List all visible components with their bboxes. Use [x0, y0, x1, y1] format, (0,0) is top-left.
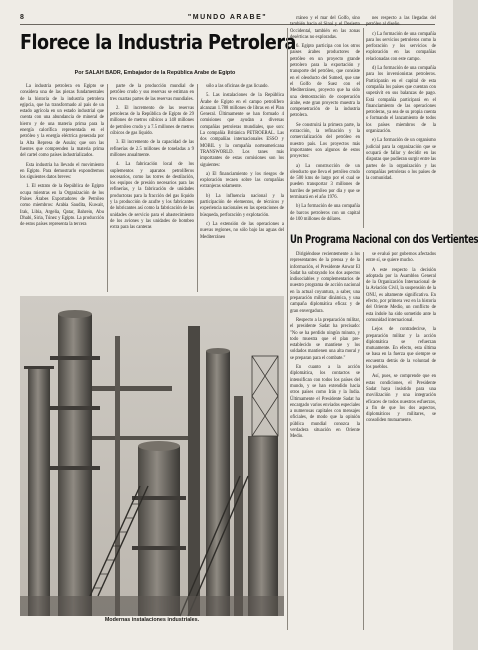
- paragraph: b) La influencia nacional y la participación de elementos, de técnicos y experiencia nacionales en las operaciones de búsqueda, perforación y explotación.: [200, 193, 284, 218]
- paragraph: 5. Las instalaciones de la República Árabe de Egipto en el campo petrolífero alcanzan 1.788 millones de libras en el Plan General. Últimamente se han formado 4 comisiones que ayudan a diversas compañías petroleras mundiales, que son: La compañía Británica PETROERAL. Las dos compañías internacionales ESSO y MOBIL y la compañía norteamericana TRANSWORLD. Los tanes más importantes de estas comisiones son los siguientes:: [200, 93, 284, 168]
- article-column-5: [366, 16, 436, 228]
- paragraph: e) La formación de un organismo judicial para la organización que se ocupará de fallar y decidir en las disputas que pudieran surgir entre las partes de la organización y las compañías petroleras o los países de la comunidad.: [366, 138, 436, 182]
- column-divider: [107, 84, 108, 292]
- paragraph: sólo a las oficinas de gas licuado.: [206, 84, 269, 89]
- paragraph: 1. El estrato de la República de Egipto ocupa mientras en la Organización de los Países Árabes Exportadores de Petróleo como miembros: Arabia Saudita, Kuwait, Irak, Libia, Argelia, Qatar, Bahrein, Abu Dhabi, Siria, Túnez y Egipto. La producción de estos países representa la tercera: [20, 184, 104, 228]
- paragraph: En cuanto a la acción diplomática, los contactos se intensifican con todos los países del mundo, y se han extendido hacia otros países como Irán y la India. Últimamente el Presidente Sadat ha encargado varios enviados especiales a numerosas capitales con mensajes oficiales, de modo que la opinión pública mundial conozca la verdadera situación en Oriente Medio.: [290, 365, 360, 440]
- column-divider: [287, 28, 288, 630]
- second-article-column-2: [366, 252, 436, 630]
- paragraph: Así, pues, se comprende que en estas condiciones, el Presidente Sadat haya insistido para una movilización y una integración eficaces de todos nuestros esfuerzos, a fin de que los dos aspectos, diplomáticos y militares, se consoliden mutuamente.: [366, 374, 436, 424]
- publication-name: "MUNDO ARABE": [187, 14, 268, 21]
- article-headline: Florece la Industria Petrolera: [20, 30, 296, 54]
- paragraph: Dirigiéndose recientemente a los representantes de la prensa y de la información, el Presidente Anwar El Sadat ha subrayado los dos aspectos indisociables y complementarios de nuestro programa de acción nacional en la actual coyuntura, a saber, una preparación militar dinámica, y una campaña diplomática eficaz y de gran envergadura.: [290, 252, 360, 314]
- article-column-3: [200, 84, 284, 292]
- paragraph: a) El financiamiento y los riesgos de exploración recaen sobre las compañías extranjeras solamente.: [200, 171, 284, 190]
- paragraph: 2. El incremento de las reservas petroleras de la República de Egipto de 29 millones de metros cúbicos a 148 millones de petróleo crudo y a 7.5 millones de metros cúbicos de gas líquido.: [110, 105, 194, 137]
- paragraph: 3. El incremento de la capacidad de las refinerías de 2.5 millones de toneladas a 9 millones anualmente.: [110, 140, 194, 158]
- paragraph: A este respecto la decisión adoptada por la Asamblea General de la Organización Internacional de la Aviación Civil, la suspensión de la ONU, es altamente significativa. En efecto, por primera vez en la historia del Oriente Medio, un conflicto de esta índole ha sido sometido ante la comunidad internacional.: [366, 267, 436, 323]
- paragraph: b) La formación de una compañía de barcos petroleros con un capital de 100 millones de dólares.: [290, 204, 360, 222]
- industrial-plant-photo: [20, 296, 284, 616]
- paragraph: Se construirá la primera parte, la extracción, la refinación y la comercialización del petróleo en nuestro país. Los proyectos más importantes son algunos de estos proyectos:: [290, 122, 360, 160]
- paragraph: Respecto a la preparación militar, el presidente Sadat ha precisado: "No se ha perdido ningún minuto, y todo muestra que el plan pre-establecido se mantiene y los soldados mantienen una alta moral y se preparan para el combate.": [290, 317, 360, 361]
- column-divider: [363, 28, 364, 228]
- article-column-1: [20, 84, 104, 292]
- paragraph: Lejos de contradecirse, la preparación militar y la acción diplomática se refuerzan mutuamente. En efecto, esta última se basa en la fuerza que siempre se encuentra detrás de la voluntad de los pueblos.: [366, 327, 436, 371]
- page-number: 8: [20, 14, 24, 21]
- paragraph: 6. Egipto participa con los otros países árabes productores de petróleo en un proyecto grande petrolero para la exportación y transporte del petróleo, que consiste en el oleoducto del Sumed, que une el Golfo de Suez con el Mediterráneo, proyecto que ha sido una demostración de cooperación árabe, este gran proyecto muestra la compenetración de la industria petrolera.: [290, 44, 360, 119]
- photo-caption: Modernas instalaciones industriales.: [104, 617, 200, 623]
- column-divider: [197, 84, 198, 292]
- article-column-2: [110, 84, 194, 292]
- article-column-4: [290, 16, 360, 228]
- paragraph: rráneo y el mar del Golfo, sino también hacia el Sinaí y el Desierto Occidental, también en las zonas desérticas no exploradas.: [290, 16, 360, 40]
- paragraph: Esta industria ha llevado el movimiento en Egipto. Para demostrarlo expondremos los siguientes datos breves:: [20, 162, 104, 181]
- paragraph: 4. La fabricación local de los suplementos y aparatos petrolíferos necesarios, como las torres de destilación, los equipos de presión necesarios para las refinerías, y la fabricación de unidades productoras para la fracción del gas líquido y la producción de azufre y los fabricantes de lubricantes así como la fabricación de las unidades de servicio para el abastecimiento de los aviones y las unidades de bombeo extra para las canteras: [110, 162, 194, 231]
- paragraph: c) La formación de una compañía para los servicios petroleros como la perforación y los servicios de exploración en las compañías relacionadas con este campo.: [366, 31, 436, 62]
- paragraph: parte de la producción mundial de petróleo crudo y sus reservas se estiman en tres cuartas partes de las reservas mundiales.: [110, 84, 194, 102]
- second-article-headline: Un Programa Nacional con dos Vertientes: [290, 232, 478, 246]
- paragraph: La industria petrolera en Egipto se considera una de las piezas fundamentales de la historia de la industria petrolera egipcia, que ha transformado al país de un estado agrícola en un estado industrial que cuenta con una abundancia de mineral de hierro y de una materia prima para la energía calorífica representada en el petróleo y la energía eléctrica generada por la Alta Represa de Asuán; que son las fuentes que comprenden la materia prima del cartel como países industrializados.: [20, 84, 104, 159]
- column-divider: [363, 252, 364, 630]
- paragraph: nes respecto a las llegadas del petróleo al diseño.: [366, 16, 436, 28]
- paragraph: c) La extensión de las operaciones a nuevas regiones, no sólo bajo las aguas del Mediterráneo: [200, 221, 284, 240]
- paragraph: se evaluó por gobernos afectados entre sí, se quiere mucho.: [366, 252, 436, 264]
- article-byline: Por SALAH BADR, Embajador de la República Arabe de Egipto: [74, 70, 236, 76]
- paragraph: d) La formación de una compañía para los inversionistas petroleros. Participarán en el capital de esta compañía los países que cuentan con superávit en sus balanzas de pago. Está compañía participará en el financiamiento de las operaciones petroleras, ya sea de su propia cuenta o formando el lanzamiento de todos los países miembros de la organización.: [366, 66, 436, 135]
- second-article-column-1: [290, 252, 360, 630]
- paragraph: a) La construcción de un oleoducto que lleva el petróleo crudo de 500 kms de largo por el cual se pueden transportar 3 millones de barriles de petróleo por día y que se terminará en el año 1976.: [290, 163, 360, 201]
